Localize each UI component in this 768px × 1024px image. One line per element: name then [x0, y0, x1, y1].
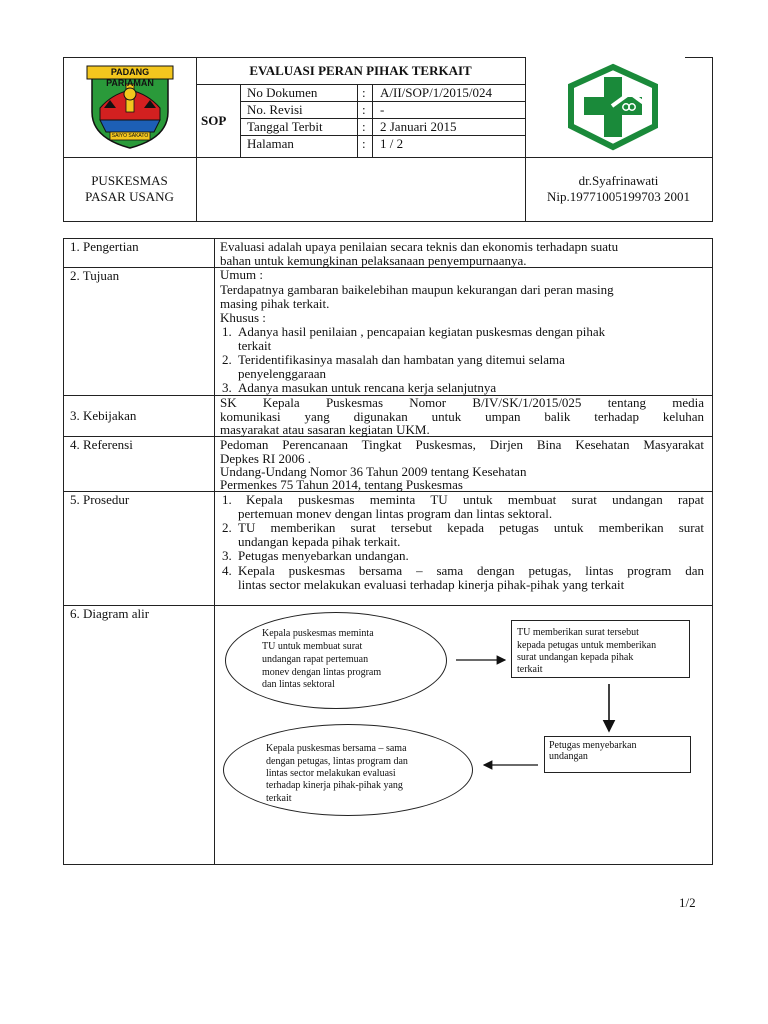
list-item: undangan kepada pihak terkait. [238, 534, 401, 549]
list-item-number: 1. [222, 324, 232, 339]
document-title: EVALUASI PERAN PIHAK TERKAIT [249, 63, 472, 78]
meta-value: 1 / 2 [380, 136, 404, 151]
meta-sep: : [362, 85, 366, 100]
tujuan-umum-heading: Umum : [220, 267, 263, 282]
section-label-tujuan: 2. Tujuan [70, 268, 120, 283]
list-item: terkait [238, 338, 272, 353]
org-name-line1: PUSKESMAS [91, 173, 168, 188]
section-label-pengertian: 1. Pengertian [70, 239, 139, 254]
list-item: Adanya hasil penilaian , pencapaian kegiatan puskesmas dengan pihak [238, 324, 606, 339]
list-item: Teridentifikasinya masalah dan hambatan yang ditemui selama [238, 352, 565, 367]
section-label-prosedur: 5. Prosedur [70, 492, 130, 507]
meta-value: - [380, 102, 385, 117]
page-number: 1/2 [679, 895, 696, 910]
list-item: lintas sector melakukan evaluasi terhadap kinerja pihak-pihak yang terkait [238, 577, 625, 592]
meta-label: No Dokumen [247, 85, 318, 100]
sop-label: SOP [201, 113, 227, 128]
meta-label: Halaman [247, 136, 294, 151]
meta-label: No. Revisi [247, 102, 303, 117]
list-item-number: 4. [222, 563, 232, 578]
tujuan-umum-text: Terdapatnya gambaran baikelebihan maupun kekurangan dari peran masing [220, 282, 614, 297]
signer-name: dr.Syafrinawati [578, 173, 659, 188]
referensi-text: Pedoman Perencanaan Tingkat Puskesmas, Dirjen Bina Kesehatan Masyarakat [220, 437, 704, 452]
pengertian-text: Evaluasi adalah upaya penilaian secara teknis dan ekonomis terhadapn suatu [220, 239, 619, 254]
signer-nip: Nip.19771005199703 2001 [547, 189, 690, 204]
list-item: Kepala puskesmas meminta TU untuk membuat surat undangan rapat [246, 492, 704, 507]
org-name-line2: PASAR USANG [85, 189, 174, 204]
kebijakan-text: SK Kepala Puskesmas Nomor B/IV/SK/1/2015/025 tentang media [220, 395, 704, 410]
list-item-number: 1. [222, 492, 232, 507]
section-label-referensi: 4. Referensi [70, 437, 133, 452]
pengertian-text: bahan untuk kemungkinan pelaksanaan penyempurnaanya. [220, 253, 527, 268]
list-item: Kepala puskesmas bersama – sama dengan petugas, lintas program dan [238, 563, 704, 578]
kebijakan-text: komunikasi yang digunakan untuk umpan balik terhadap keluhan [220, 409, 704, 424]
list-item: penyelenggaraan [238, 366, 327, 381]
list-item-number: 2. [222, 520, 232, 535]
tujuan-umum-text: masing pihak terkait. [220, 296, 330, 311]
meta-label: Tanggal Terbit [247, 119, 323, 134]
meta-value: A/II/SOP/1/2015/024 [380, 85, 492, 100]
meta-sep: : [362, 136, 366, 151]
referensi-text: Depkes RI 2006 . [220, 451, 311, 466]
meta-value: 2 Januari 2015 [380, 119, 457, 134]
logo-motto-text: SAIYO SAKATO [111, 133, 149, 139]
list-item-number: 3. [222, 380, 232, 395]
list-item: TU memberikan surat tersebut kepada petugas untuk memberikan surat [238, 520, 704, 535]
referensi-text: Permenkes 75 Tahun 2014, tentang Puskesmas [220, 477, 463, 492]
list-item: Adanya masukan untuk rencana kerja selanjutnya [238, 380, 497, 395]
referensi-text: Undang-Undang Nomor 36 Tahun 2009 tentang Kesehatan [220, 464, 527, 479]
section-label-kebijakan: 3. Kebijakan [70, 408, 137, 423]
meta-sep: : [362, 102, 366, 117]
list-item-number: 2. [222, 352, 232, 367]
meta-sep: : [362, 119, 366, 134]
logo-banner-text: PADANG PARIAMAN [106, 67, 154, 88]
list-item: pertemuan monev dengan lintas program dan lintas sektoral. [238, 506, 553, 521]
section-label-diagram: 6. Diagram alir [70, 606, 150, 621]
list-item: Petugas menyebarkan undangan. [238, 548, 409, 563]
tujuan-khusus-heading: Khusus : [220, 310, 266, 325]
list-item-number: 3. [222, 548, 232, 563]
kebijakan-text: masyarakat atau sasaran kegiatan UKM. [220, 422, 430, 437]
